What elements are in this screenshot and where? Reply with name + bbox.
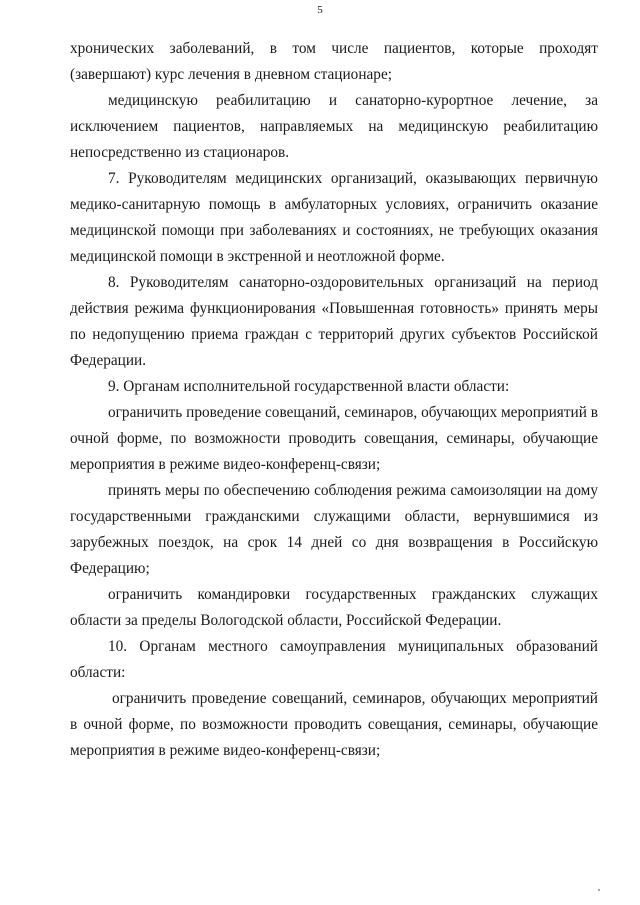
paragraph-item-10: 10. Органам местного самоуправления муниципальных образований области: (70, 638, 598, 681)
paragraph-item-9-meetings: ограничить проведение совещаний, семинаров, обучающих мероприятий в очной форме, по возможности проводить совещания, семинары, обучающие мероприятия в режиме видео-конференц-связи; (70, 404, 598, 473)
paragraph-rehabilitation: медицинскую реабилитацию и санаторно-курортное лечение, за исключением пациентов, направляемых на медицинскую реабилитацию непосредственно из стационаров. (70, 92, 598, 161)
paragraph-item-10-meetings: ограничить проведение совещаний, семинаров, обучающих мероприятий в очной форме, по возможности проводить совещания, семинары, обучающие мероприятия в режиме видео-конференц-связи; (70, 690, 598, 759)
paragraph-chronic-diseases: хронических заболеваний, в том числе пациентов, которые проходят (завершают) курс лечения в дневном стационаре; (70, 40, 598, 83)
page-number: 5 (317, 4, 323, 16)
paragraph-item-9-business-trips: ограничить командировки государственных гражданских служащих области за пределы Вологодской области, Российской Федерации. (70, 586, 598, 629)
document-body (70, 36, 598, 764)
paragraph-item-8: 8. Руководителям санаторно-оздоровительных организаций на период действия режима функционирования «Повышенная готовность» принять меры по недопущению приема граждан с территорий других субъектов Российской Федерации. (70, 274, 598, 369)
scan-speck (598, 889, 600, 891)
paragraph-item-9: 9. Органам исполнительной государственной власти области: (108, 378, 510, 395)
paragraph-item-9-self-isolation: принять меры по обеспечению соблюдения режима самоизоляции на дому государственными гражданскими служащими области, вернувшимися из зарубежных поездок, на срок 14 дней со дня возвращения в Российскую Федерацию; (70, 482, 598, 577)
paragraph-item-7: 7. Руководителям медицинских организаций, оказывающих первичную медико-санитарную помощь в амбулаторных условиях, ограничить оказание медицинской помощи при заболеваниях и состояниях, не требующих оказания медицинской помощи в экстренной и неотложной форме. (70, 170, 598, 265)
